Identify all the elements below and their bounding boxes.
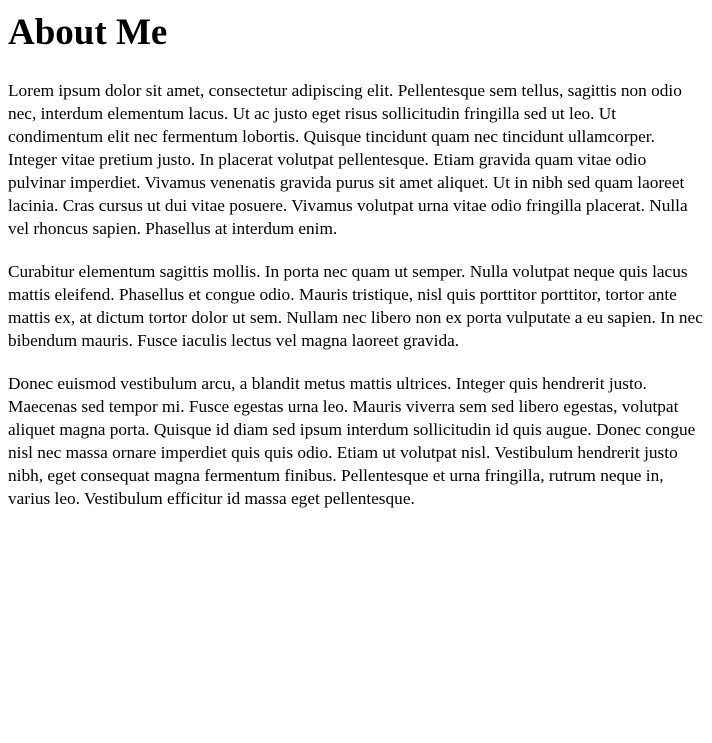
page-content [0, 11, 712, 510]
paragraph-1: Lorem ipsum dolor sit amet, consectetur adipiscing elit. Pellentesque sem tellus, sagittis non odio nec, interdum elementum lacus. Ut ac justo eget risus sollicitudin fringilla sed ut leo. Ut condimentum elit nec fermentum lobortis. Quisque tincidunt quam nec tincidunt ullamcorper. Integer vitae pretium justo. In placerat volutpat pellentesque. Etiam gravida quam vitae odio pulvinar imperdiet. Vivamus venenatis gravida purus sit amet aliquet. Ut in nibh sed quam laoreet lacinia. Cras cursus ut dui vitae posuere. Vivamus volutpat urna vitae odio fringilla placerat. Nulla vel rhoncus sapien. Phasellus at interdum enim. [8, 81, 688, 238]
paragraph-3: Donec euismod vestibulum arcu, a blandit metus mattis ultrices. Integer quis hendrerit justo. Maecenas sed tempor mi. Fusce egestas urna leo. Mauris viverra sem sed libero egestas, volutpat aliquet magna porta. Quisque id diam sed ipsum interdum sollicitudin id quis augue. Donec congue nisl nec massa ornare imperdiet quis quis odio. Etiam ut volutpat nisl. Vestibulum hendrerit justo nibh, eget consequat magna fermentum finibus. Pellentesque et urna fringilla, rutrum neque in, varius leo. Vestibulum efficitur id massa eget pellentesque. [8, 374, 696, 508]
paragraph-2: Curabitur elementum sagittis mollis. In porta nec quam ut semper. Nulla volutpat neque quis lacus mattis eleifend. Phasellus et congue odio. Mauris tristique, nisl quis porttitor porttitor, tortor ante mattis ex, at dictum tortor dolor ut sem. Nullam nec libero non ex porta vulputate a eu sapien. In nec bibendum mauris. Fusce iaculis lectus vel magna laoreet gravida. [8, 262, 703, 350]
page-title: About Me [8, 12, 168, 53]
